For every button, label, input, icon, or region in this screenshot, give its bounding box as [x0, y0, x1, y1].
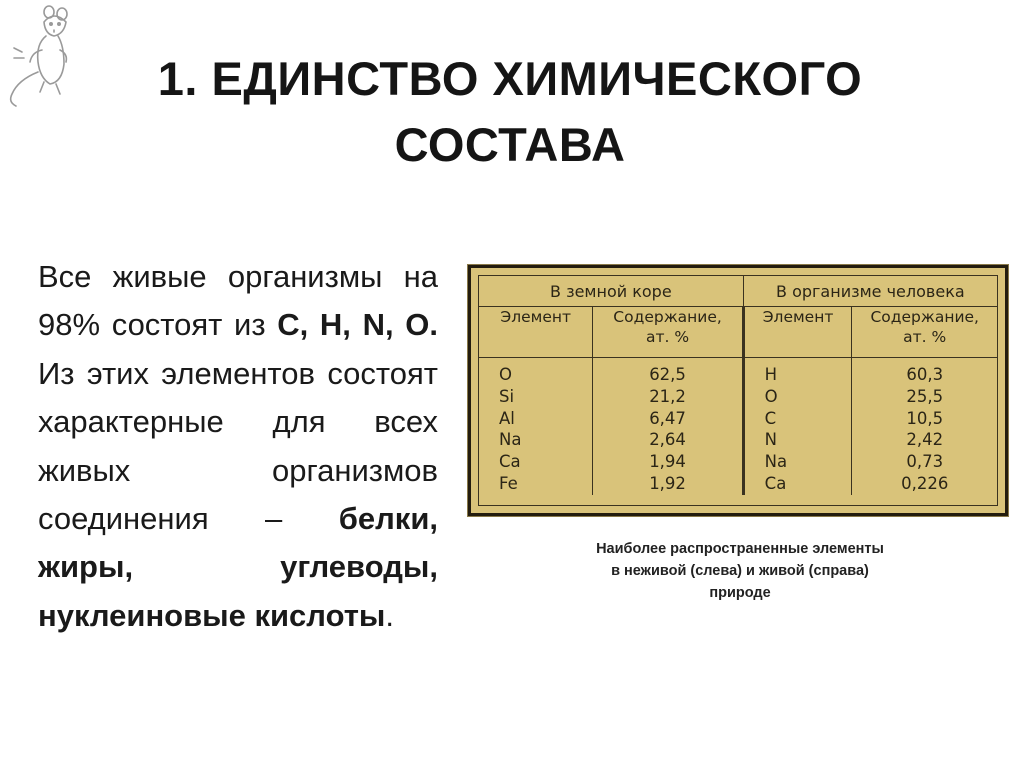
cell-value-right: 0,73: [906, 452, 944, 472]
col-content-right-l1: Содержание,: [870, 308, 979, 326]
col-content-left-l1: Содержание,: [613, 308, 722, 326]
elements-table-image: [468, 265, 1008, 516]
col-content-right-l2: ат. %: [903, 328, 947, 346]
cell-value-right: 0,226: [901, 473, 949, 493]
cell-value-left: 1,94: [593, 451, 743, 473]
body-elements-bold: C, H, N, O.: [277, 307, 438, 343]
body-text-3: .: [385, 597, 395, 633]
table-group-header-row: [479, 276, 997, 307]
col-element-right: Элемент: [743, 307, 852, 358]
cell-element-right: C: [743, 408, 852, 430]
cell-value-left: 6,47: [593, 408, 743, 430]
caption-line3: природе: [709, 585, 771, 601]
body-paragraph: [38, 253, 438, 640]
cell-value-right: 2,42: [906, 430, 944, 450]
table-row: [479, 358, 997, 386]
cell-value-left: 21,2: [593, 386, 743, 408]
table-row: [479, 451, 997, 473]
cell-element-left: Fe: [479, 473, 593, 495]
table-row: [479, 473, 997, 495]
caption-line1: Наиболее распространенные элементы: [596, 541, 884, 557]
table-column-header-row: [479, 307, 997, 358]
group-earth-crust: В земной коре: [479, 276, 743, 307]
cell-element-left: Ca: [479, 451, 593, 473]
cell-value-left: 62,5: [593, 358, 743, 386]
table-row: [479, 429, 997, 451]
cell-element-right: N: [743, 429, 852, 451]
cell-element-right: Na: [743, 451, 852, 473]
caption-line2: в неживой (слева) и живой (справа): [611, 563, 869, 579]
elements-table-border: [478, 275, 998, 506]
col-content-left: [593, 307, 743, 358]
slide-title-line1: 1. ЕДИНСТВО ХИМИЧЕСКОГО: [157, 52, 863, 105]
cell-element-right: O: [743, 386, 852, 408]
cell-element-left: Al: [479, 408, 593, 430]
slide-title-line2: СОСТАВА: [394, 118, 626, 171]
slide-title: [60, 46, 960, 178]
col-element-left: Элемент: [479, 307, 593, 358]
cell-element-right: Ca: [743, 473, 852, 495]
cell-element-left: Si: [479, 386, 593, 408]
table-row: [479, 386, 997, 408]
body-compounds-bold: белки, жиры, углеводы, нуклеиновые кислоты: [38, 501, 438, 633]
group-human-body: В организме человека: [743, 276, 997, 307]
col-content-left-l2: ат. %: [646, 328, 690, 346]
cell-value-left: 2,64: [593, 429, 743, 451]
table-caption: [510, 538, 970, 604]
body-text-2: Из этих элементов состоят характерные для всех живых организмов соединения –: [38, 355, 438, 537]
cell-value-right: 60,3: [906, 365, 944, 384]
cell-element-left: Na: [479, 429, 593, 451]
body-text-1: Все живые организмы на 98% состоят из: [38, 259, 438, 343]
elements-table: [479, 276, 997, 495]
cell-value-left: 1,92: [593, 473, 743, 495]
table-row: [479, 408, 997, 430]
cell-element-left: O: [479, 358, 593, 386]
cell-element-right: H: [743, 358, 852, 386]
cell-value-right: 10,5: [906, 408, 944, 428]
table-body: [479, 358, 997, 495]
col-content-right: [852, 307, 997, 358]
cell-value-right: 25,5: [906, 386, 944, 406]
